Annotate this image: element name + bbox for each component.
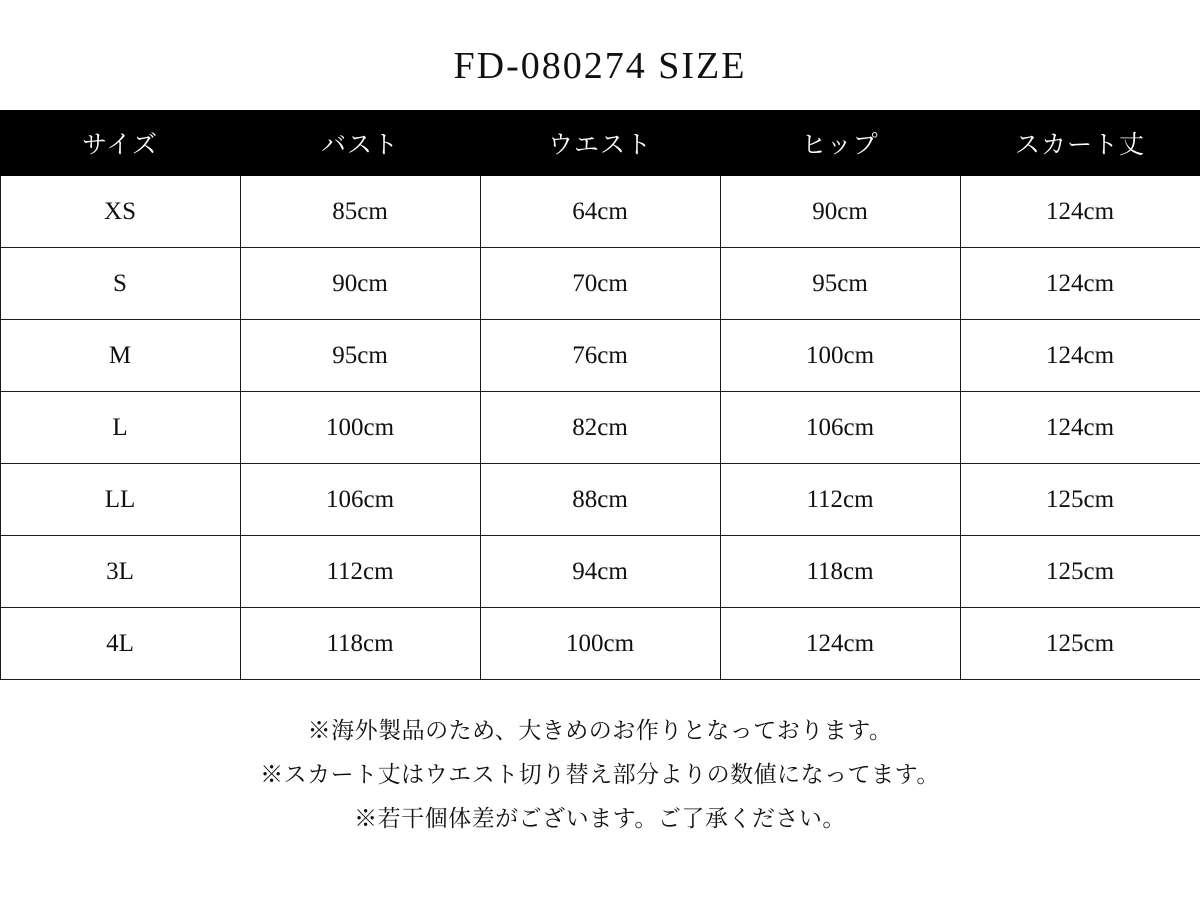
table-row xyxy=(0,536,1200,608)
cell-bust: 100cm xyxy=(240,392,480,464)
cell-hip: 100cm xyxy=(720,320,960,392)
table-header xyxy=(0,111,1200,176)
cell-bust: 118cm xyxy=(240,608,480,680)
cell-bust: 106cm xyxy=(240,464,480,536)
table-row xyxy=(0,392,1200,464)
column-header-skirt-length: スカート丈 xyxy=(960,111,1200,176)
cell-waist: 94cm xyxy=(480,536,720,608)
cell-skirt-length: 124cm xyxy=(960,392,1200,464)
cell-size: 4L xyxy=(0,608,240,680)
cell-skirt-length: 125cm xyxy=(960,608,1200,680)
notes-section xyxy=(0,716,1200,848)
cell-bust: 112cm xyxy=(240,536,480,608)
page-title: FD-080274 SIZE xyxy=(453,45,747,87)
column-header-size: サイズ xyxy=(0,111,240,176)
note-line: ※海外製品のため、大きめのお作りとなっております。 xyxy=(307,718,893,743)
table-body xyxy=(0,176,1200,680)
column-header-hip: ヒップ xyxy=(720,111,960,176)
cell-size: S xyxy=(0,248,240,320)
note-line: ※スカート丈はウエスト切り替え部分よりの数値になってます。 xyxy=(260,761,940,787)
table-row xyxy=(0,608,1200,680)
cell-bust: 85cm xyxy=(240,176,480,248)
cell-bust: 95cm xyxy=(240,320,480,392)
cell-size: LL xyxy=(0,464,240,536)
table-header-row xyxy=(0,111,1200,176)
cell-waist: 76cm xyxy=(480,320,720,392)
cell-skirt-length: 125cm xyxy=(960,464,1200,536)
cell-size: M xyxy=(0,320,240,392)
note-line: ※若干個体差がございます。ご了承ください。 xyxy=(354,805,846,831)
size-table xyxy=(0,110,1200,680)
cell-hip: 90cm xyxy=(720,176,960,248)
column-header-bust: バスト xyxy=(240,111,480,176)
table-row xyxy=(0,248,1200,320)
table-row xyxy=(0,464,1200,536)
cell-waist: 70cm xyxy=(480,248,720,320)
cell-size: XS xyxy=(0,176,240,248)
cell-hip: 95cm xyxy=(720,248,960,320)
cell-hip: 124cm xyxy=(720,608,960,680)
cell-hip: 106cm xyxy=(720,392,960,464)
cell-waist: 64cm xyxy=(480,176,720,248)
column-header-waist: ウエスト xyxy=(480,111,720,176)
cell-size: L xyxy=(0,392,240,464)
cell-size: 3L xyxy=(0,536,240,608)
cell-skirt-length: 124cm xyxy=(960,320,1200,392)
cell-waist: 100cm xyxy=(480,608,720,680)
cell-skirt-length: 124cm xyxy=(960,176,1200,248)
cell-hip: 112cm xyxy=(720,464,960,536)
cell-skirt-length: 125cm xyxy=(960,536,1200,608)
cell-skirt-length: 124cm xyxy=(960,248,1200,320)
cell-bust: 90cm xyxy=(240,248,480,320)
cell-waist: 88cm xyxy=(480,464,720,536)
table-row xyxy=(0,320,1200,392)
cell-hip: 118cm xyxy=(720,536,960,608)
table-row xyxy=(0,176,1200,248)
cell-waist: 82cm xyxy=(480,392,720,464)
